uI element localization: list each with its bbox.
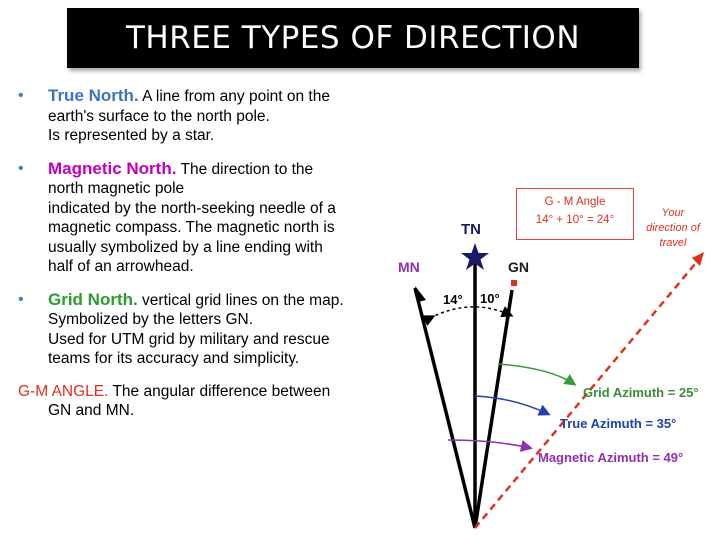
magnetic-north-line: north magnetic pole <box>48 180 185 197</box>
angle-mn-label: 14° <box>443 292 463 307</box>
true-azimuth-arc <box>475 396 548 414</box>
magnetic-north-line: indicated by the north-seeking needle of a <box>48 199 336 217</box>
magnetic-azimuth-label: Magnetic Azimuth = 49° <box>538 450 684 465</box>
gm-box-line: G - M Angle <box>544 196 606 208</box>
grid-azimuth-label: Grid Azimuth = 25° <box>583 385 699 400</box>
tn-label: TN <box>461 221 481 238</box>
bullet-dot: • <box>18 87 24 104</box>
bullet-dot: • <box>18 159 24 177</box>
true-north-line: Is represented by a star. <box>48 127 215 144</box>
grid-north-heading: Grid North. <box>48 289 138 309</box>
travel-label-line: Your <box>661 207 685 219</box>
magnetic-north-line: usually symbolized by a line ending with <box>48 238 323 256</box>
gn-label: GN <box>508 259 529 275</box>
travel-label-line: travel <box>659 237 687 249</box>
mn-label: MN <box>398 259 420 275</box>
gm-box-line: 14° + 10° = 24° <box>535 214 615 226</box>
grid-north-line: vertical grid lines on the map. <box>142 291 344 309</box>
magnetic-north-line: half of an arrowhead. <box>48 258 194 275</box>
bullet-dot: • <box>18 290 24 308</box>
gm-angle-heading: G-M ANGLE. <box>18 382 109 400</box>
grid-north-line: teams for its accuracy and simplicity. <box>48 350 300 367</box>
angle-gn-label: 10° <box>480 291 500 306</box>
gn-marker <box>511 280 517 286</box>
grid-north-line <box>475 290 512 528</box>
gm-angle-arc <box>430 307 508 318</box>
travel-label-line: direction of <box>646 222 700 234</box>
magnetic-north-line: magnetic compass. The magnetic north is <box>48 219 335 236</box>
true-azimuth-label: True Azimuth = 35° <box>560 416 677 431</box>
true-north-heading: True North. <box>48 86 139 105</box>
true-north-line: earth's surface to the north pole. <box>48 107 270 125</box>
magnetic-north-line <box>415 288 475 528</box>
gm-angle-text: The angular difference between <box>112 382 331 400</box>
grid-north-line: Used for UTM grid by military and rescue <box>48 330 330 348</box>
grid-north-line: Symbolized by the letters GN. <box>48 311 254 328</box>
magnetic-north-heading: Magnetic North. <box>48 158 177 178</box>
magnetic-north-line: The direction to the <box>180 160 314 178</box>
true-north-line: A line from any point on the <box>142 88 330 105</box>
slide-title: THREE TYPES OF DIRECTION <box>125 20 581 56</box>
grid-azimuth-arc <box>498 364 574 384</box>
gm-angle-text: GN and MN. <box>48 402 135 419</box>
